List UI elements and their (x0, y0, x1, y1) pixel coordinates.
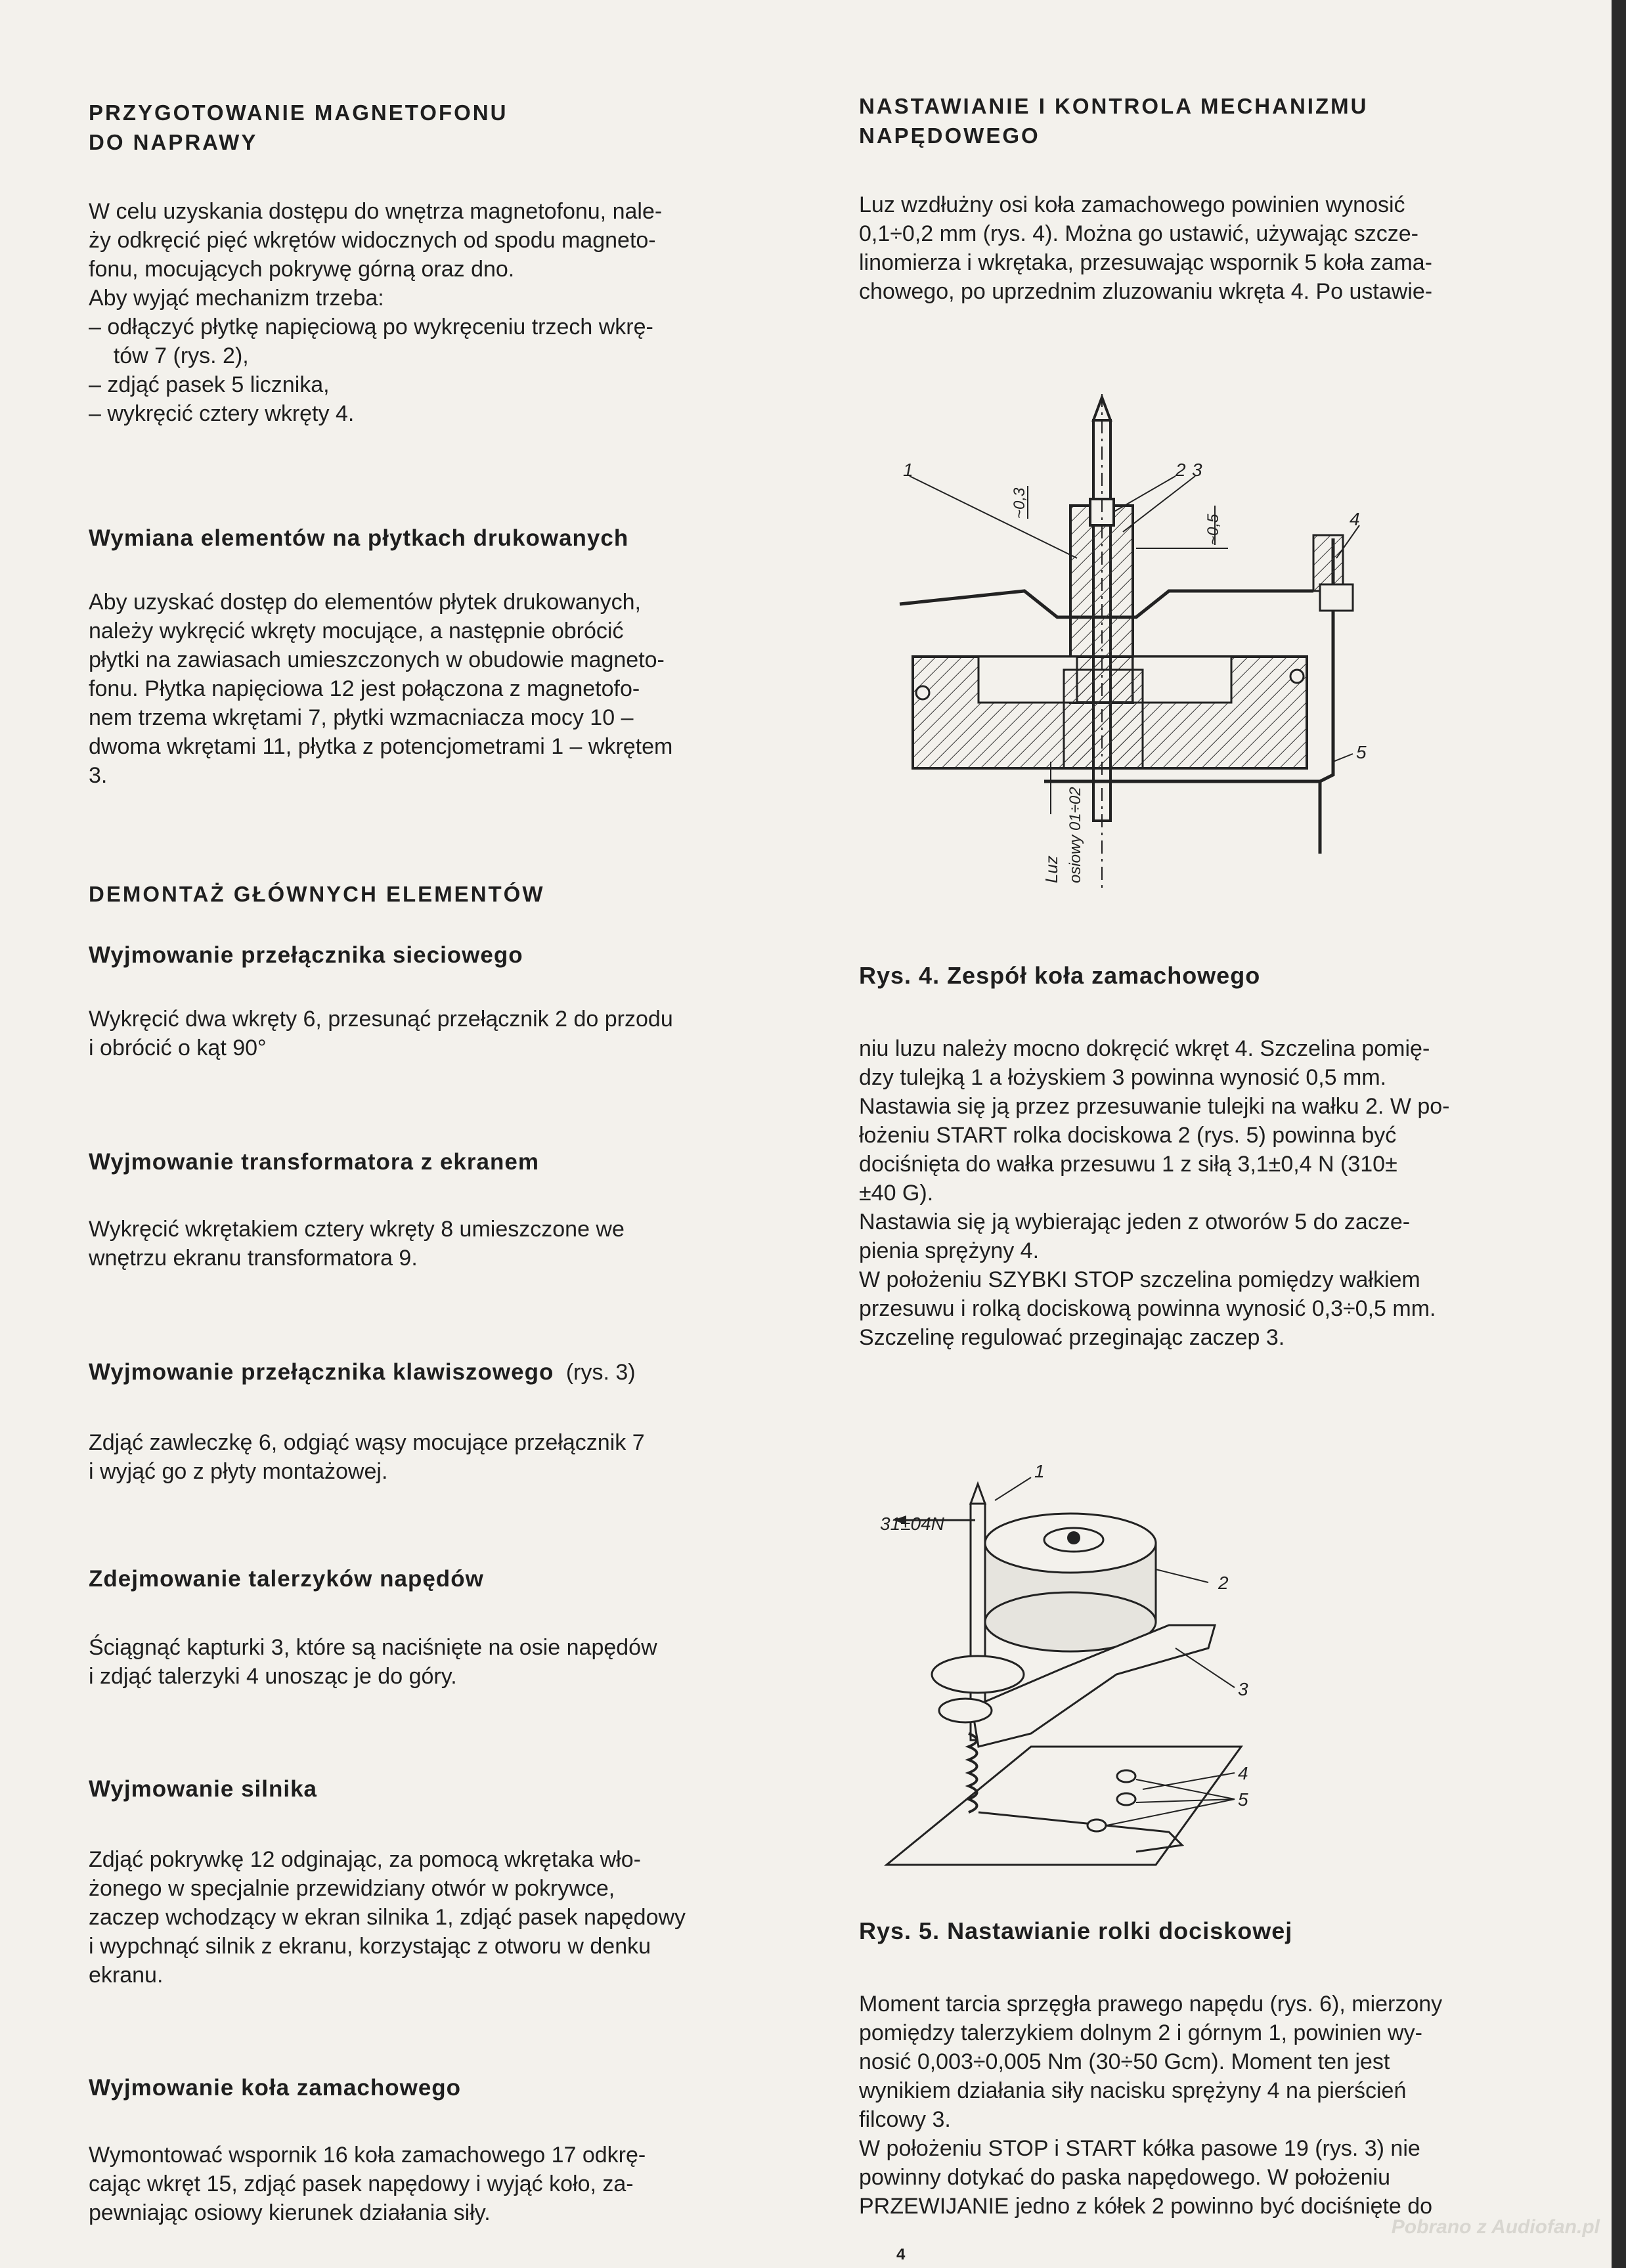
subsection-title: Wymiana elementów na płytkach drukowanych (89, 525, 629, 551)
section-title: DEMONTAŻ GŁÓWNYCH ELEMENTÓW (89, 882, 545, 906)
list-item: – wykręcić cztery wkręty 4. (89, 401, 355, 426)
paragraph-line: i wyjąć go z płyty montażowej. (89, 1459, 388, 1484)
paragraph-line: niu luzu należy mocno dokręcić wkręt 4. Szczelina pomię- (859, 1036, 1430, 1061)
paragraph-line: przesuwu i rolką dociskową powinna wynosić 0,3÷0,5 mm. (859, 1296, 1436, 1321)
paragraph-line: żonego w specjalnie przewidziany otwór w pokrywce, (89, 1876, 615, 1901)
paragraph-line: ży odkręcić pięć wkrętów widocznych od spodu magneto- (89, 228, 656, 253)
paragraph-line: Zdjąć pokrywkę 12 odginając, za pomocą wkrętaka wło- (89, 1847, 641, 1872)
section-title: PRZYGOTOWANIE MAGNETOFONU (89, 100, 508, 125)
callout-1: 1 (903, 460, 913, 480)
paragraph-line: fonu, mocujących pokrywę górną oraz dno. (89, 257, 515, 282)
dimension-label: ~0,3 (1011, 487, 1028, 519)
callout-3: 3 (1192, 460, 1202, 480)
paragraph-line: należy wykręcić wkręty mocujące, a następnie obrócić (89, 619, 624, 643)
callout-4: 4 (1350, 509, 1360, 529)
callout-4: 4 (1238, 1763, 1248, 1783)
paragraph-line: Nastawia się ją przez przesuwanie tulejki na wałku 2. W po- (859, 1094, 1450, 1119)
figure-caption: Rys. 4. Zespół koła zamachowego (859, 962, 1261, 989)
paragraph-line: dzy tulejką 1 a łożyskiem 3 powinna wynosić 0,5 mm. (859, 1065, 1387, 1090)
paragraph-line: nem trzema wkrętami 7, płytki wzmacniacza mocy 10 – (89, 705, 634, 730)
callout-3: 3 (1238, 1679, 1248, 1699)
paragraph-line: i zdjąć talerzyki 4 unosząc je do góry. (89, 1664, 457, 1689)
figure-caption: Rys. 5. Nastawianie rolki dociskowej (859, 1917, 1293, 1944)
paragraph-line: dwoma wkrętami 11, płytka z potencjometrami 1 – wkrętem (89, 734, 673, 759)
callout-5: 5 (1356, 742, 1367, 762)
paragraph-line: Luz wzdłużny osi koła zamachowego powinien wynosić (859, 192, 1405, 217)
paragraph-line: Wykręcić wkrętakiem cztery wkręty 8 umieszczone we (89, 1217, 625, 1242)
dimension-label: ~0,5 (1204, 513, 1222, 545)
paragraph-line: linomierza i wkrętaka, przesuwając wspornik 5 koła zama- (859, 250, 1432, 275)
subsection-title: Wyjmowanie koła zamachowego (89, 2075, 462, 2101)
paragraph-line: cając wkręt 15, zdjąć pasek napędowy i wyjąć koło, za- (89, 2171, 634, 2196)
paragraph-line: Szczelinę regulować przeginając zaczep 3. (859, 1325, 1285, 1350)
axial-play-label: osiowy 01÷02 (1066, 787, 1084, 883)
paragraph-line: 0,1÷0,2 mm (rys. 4). Można go ustawić, używając szcze- (859, 221, 1418, 246)
paragraph-line: PRZEWIJANIE jedno z kółek 2 powinno być dociśnięte do (859, 2194, 1433, 2219)
paragraph-line: fonu. Płytka napięciowa 12 jest połączona z magnetofo- (89, 676, 640, 701)
pinch-roller-drawing (867, 1458, 1274, 1904)
paragraph-line: Moment tarcia sprzęgła prawego napędu (rys. 6), mierzony (859, 1992, 1443, 2017)
paragraph-line: ±40 G). (859, 1181, 934, 1206)
paragraph-line: Zdjąć zawleczkę 6, odgiąć wąsy mocujące przełącznik 7 (89, 1430, 645, 1455)
section-title: DO NAPRAWY (89, 130, 258, 154)
paragraph-line: pewniając osiowy kierunek działania siły. (89, 2200, 491, 2225)
callout-1: 1 (1034, 1461, 1045, 1481)
section-title: NAPĘDOWEGO (859, 123, 1040, 148)
flywheel-assembly-drawing (860, 394, 1399, 906)
paragraph-line: zaczep wchodzący w ekran silnika 1, zdjąć pasek napędowy (89, 1905, 686, 1930)
list-item: – odłączyć płytkę napięciową po wykręceniu trzech wkrę- (89, 315, 653, 339)
subsection-title: Wyjmowanie silnika (89, 1776, 318, 1802)
subsection-title: Zdejmowanie talerzyków napędów (89, 1566, 484, 1592)
axial-play-label: Luz (1042, 856, 1061, 883)
paragraph-line: łożeniu START rolka dociskowa 2 (rys. 5) powinna być (859, 1123, 1397, 1148)
page-number: 4 (896, 2246, 906, 2263)
watermark: Pobrano z Audiofan.pl (1391, 2216, 1600, 2238)
paragraph-line: W położeniu STOP i START kółka pasowe 19 (rys. 3) nie (859, 2136, 1420, 2161)
paragraph-line: wynikiem działania siły nacisku sprężyny 4 na pierścień (859, 2078, 1407, 2103)
paragraph-line: 3. (89, 763, 108, 788)
force-label: 31±04N (880, 1514, 944, 1534)
callout-2: 2 (1176, 460, 1186, 480)
paragraph-line: W celu uzyskania dostępu do wnętrza magnetofonu, nale- (89, 199, 663, 224)
paragraph-line: i wypchnąć silnik z ekranu, korzystając z otworu w denku (89, 1934, 651, 1959)
subsection-title: Wyjmowanie przełącznika sieciowego (89, 942, 523, 968)
figure-reference: (rys. 3) (565, 1360, 636, 1385)
paragraph-line: Ściągnąć kapturki 3, które są naciśnięte na osie napędów (89, 1635, 657, 1660)
subsection-title-row (89, 1358, 636, 1387)
paragraph-line: Nastawia się ją wybierając jeden z otworów 5 do zacze- (859, 1210, 1411, 1234)
paragraph-line: dociśnięta do wałka przesuwu 1 z siłą 3,1±0,4 N (310± (859, 1152, 1397, 1177)
section-title: NASTAWIANIE I KONTROLA MECHANIZMU (859, 94, 1369, 118)
paragraph-line: Wykręcić dwa wkręty 6, przesunąć przełącznik 2 do przodu (89, 1007, 673, 1032)
paragraph-line: chowego, po uprzednim zluzowaniu wkręta 4. Po ustawie- (859, 279, 1433, 304)
paragraph-line: i obrócić o kąt 90° (89, 1036, 267, 1060)
paragraph-line: pomiędzy talerzykiem dolnym 2 i górnym 1, powinien wy- (859, 2020, 1422, 2045)
paragraph-line: Aby wyjąć mechanizm trzeba: (89, 286, 384, 311)
paragraph-line: pienia sprężyny 4. (859, 1238, 1040, 1263)
paragraph-line: płytki na zawiasach umieszczonych w obudowie magneto- (89, 647, 665, 672)
subsection-title: Wyjmowanie przełącznika klawiszowego (89, 1359, 554, 1385)
subsection-title: Wyjmowanie transformatora z ekranem (89, 1149, 539, 1175)
callout-5: 5 (1238, 1789, 1248, 1810)
paragraph-line: nosić 0,003÷0,005 Nm (30÷50 Gcm). Moment ten jest (859, 2049, 1390, 2074)
paragraph-line: powinny dotykać do paska napędowego. W położeniu (859, 2165, 1390, 2190)
paragraph-line: ekranu. (89, 1963, 164, 1988)
page-edge (1612, 0, 1626, 2268)
paragraph-line: W położeniu SZYBKI STOP szczelina pomiędzy wałkiem (859, 1267, 1420, 1292)
paragraph-line: filcowy 3. (859, 2107, 951, 2132)
list-item: – zdjąć pasek 5 licznika, (89, 372, 330, 397)
paragraph-line: Aby uzyskać dostęp do elementów płytek drukowanych, (89, 590, 642, 615)
list-item: tów 7 (rys. 2), (89, 343, 249, 368)
paragraph-line: Wymontować wspornik 16 koła zamachowego 17 odkrę- (89, 2143, 646, 2168)
paragraph-line: wnętrzu ekranu transformatora 9. (89, 1246, 418, 1271)
callout-2: 2 (1218, 1573, 1229, 1593)
